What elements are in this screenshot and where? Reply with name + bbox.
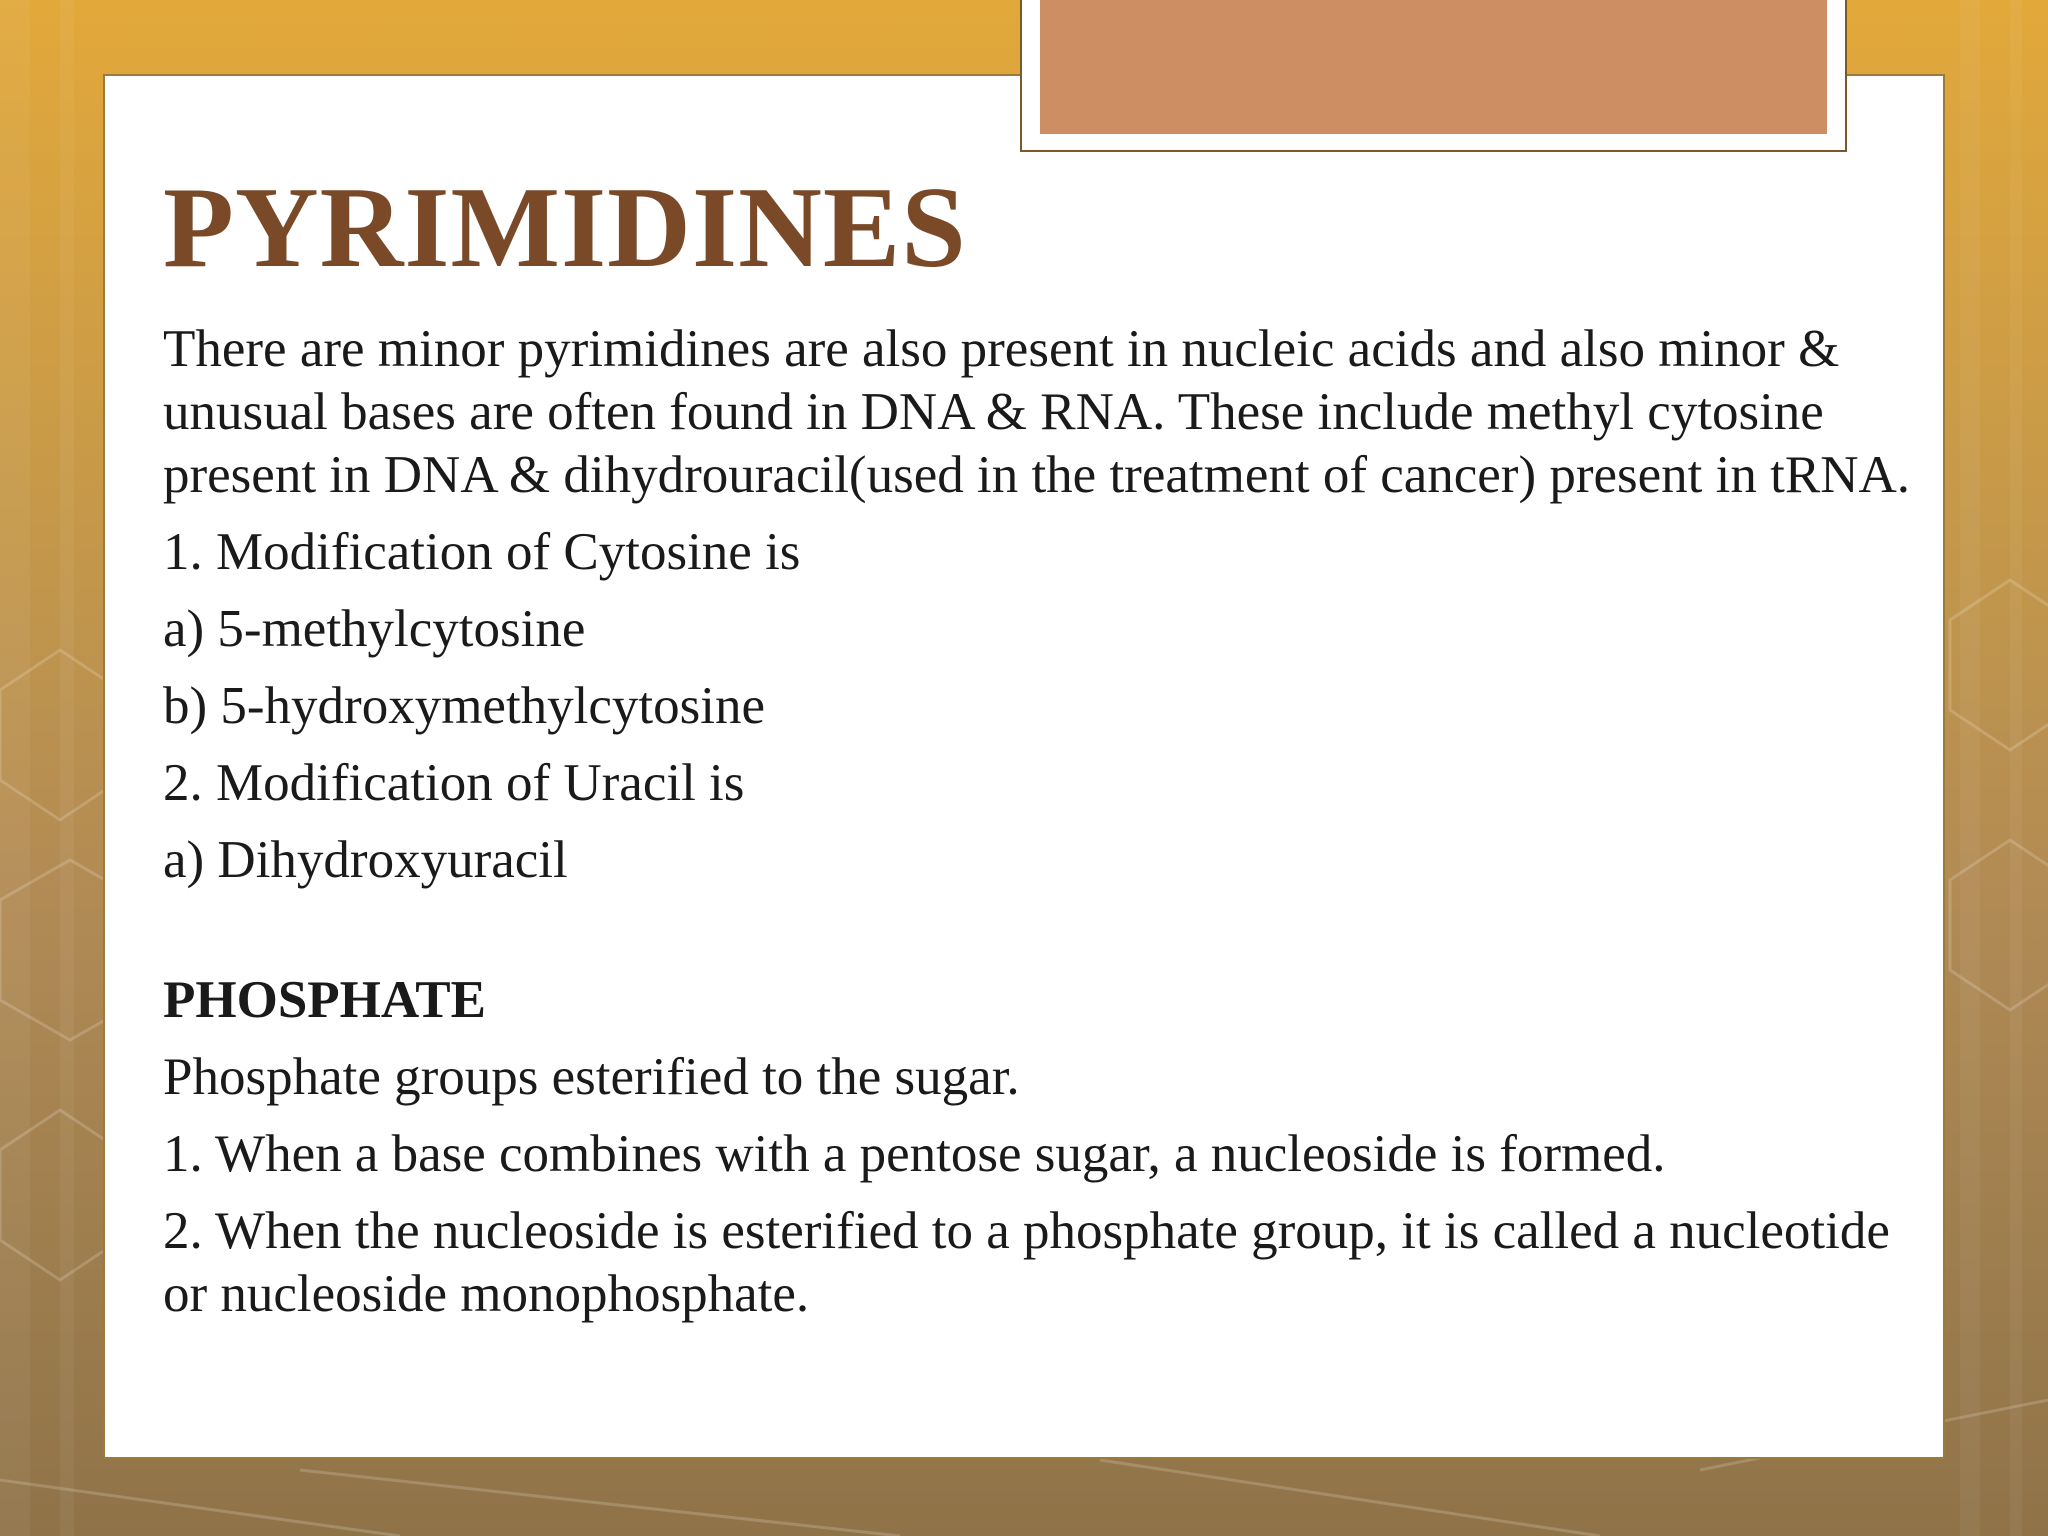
slide-title: PYRIMIDINES (163, 164, 967, 292)
list-item: a) 5-methylcytosine (163, 600, 586, 658)
intro-paragraph: There are minor pyrimidines are also present in nucleic acids and also minor & unusual bases are often found in DNA & RNA. These include methyl cytosine present in DNA & dihydrouracil(used in the treatment of cancer) present in tRNA. (163, 320, 1911, 504)
list-item: 2. Modification of Uracil is (163, 754, 745, 812)
phosphate-line: Phosphate groups esterified to the sugar. (163, 1048, 1020, 1106)
list-item: 1. Modification of Cytosine is (163, 523, 801, 581)
accent-box (1040, 0, 1827, 134)
phosphate-line: 2. When the nucleoside is esterified to a phosphate group, it is called a nucleotide or nucleoside monophosphate. (163, 1202, 1890, 1323)
list-item: b) 5-hydroxymethylcytosine (163, 677, 766, 735)
section-spacer (163, 906, 1923, 969)
phosphate-line: 1. When a base combines with a pentose sugar, a nucleoside is formed. (163, 1125, 1666, 1183)
list-item: a) Dihydroxyuracil (163, 831, 568, 889)
phosphate-heading: PHOSPHATE (163, 971, 486, 1029)
slide-content (163, 318, 1923, 1340)
